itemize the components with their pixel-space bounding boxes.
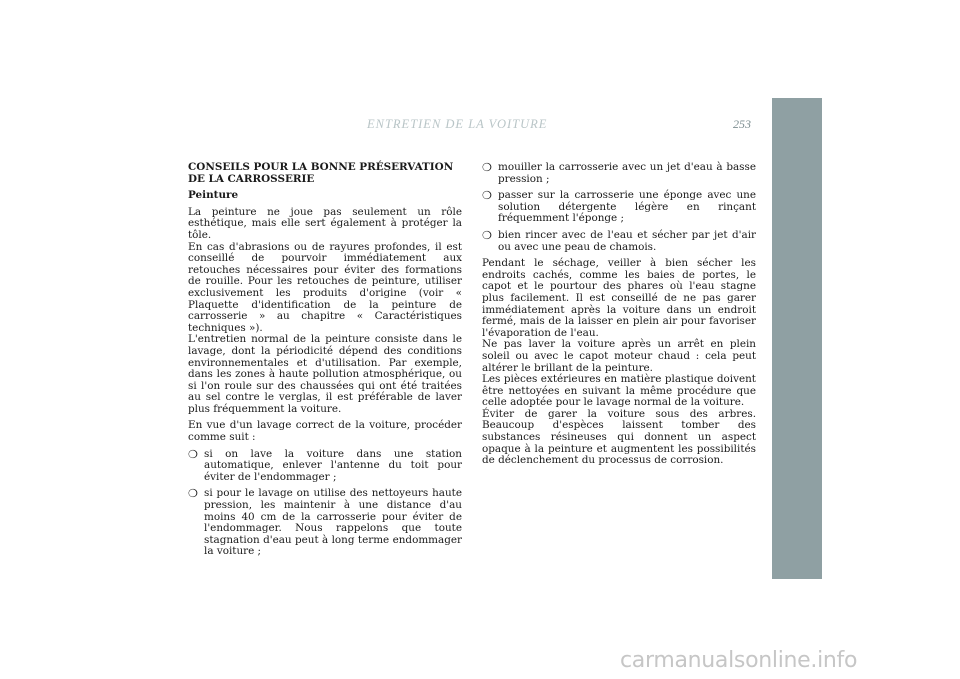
paragraph: En cas d'abrasions ou de rayures profondes, il est conseillé de pourvoir immédiatement aux retouches nécessaires pour éviter des formations de rouille. Pour les retouches de peinture, utiliser exclusivement les produits d'origine (voir « Plaquette d'identification de la peinture de carrosserie » au chapitre « Caractéristiques techniques »). — [188, 240, 462, 334]
bullet-text: si on lave la voiture dans une station automatique, enlever l'antenne du toit pour éviter de l'endommager ; — [204, 447, 462, 483]
bullet-circle-icon: ❍ — [482, 228, 492, 242]
bullet-circle-icon: ❍ — [188, 487, 198, 501]
paragraph: Ne pas laver la voiture après un arrêt en plein soleil ou avec le capot moteur chaud : cela peut altérer le brillant de la peinture. — [482, 338, 756, 374]
watermark-text: carmanualsonline.info — [620, 648, 858, 673]
paragraph: En vue d'un lavage correct de la voiture, procéder comme suit : — [188, 419, 462, 444]
section-heading: CONSEILS POUR LA BONNE PRÉSERVATION DE LA CARROSSERIE — [188, 161, 454, 185]
bullet-item — [482, 190, 756, 225]
running-title: ENTRETIEN DE LA VOITURE — [367, 117, 548, 131]
paragraph: Éviter de garer la voiture sous des arbres. Beaucoup d'espèces laissent tomber des substances résineuses qui donnent un aspect opaque à la peinture et augmentent les possibilités de déclenchement du processus de corrosion. — [482, 407, 756, 467]
bullet-item — [188, 449, 462, 484]
paragraph: Les pièces extérieures en matière plastique doivent être nettoyées en suivant la même procédure que celle adoptée pour le lavage normal de la voiture. — [482, 373, 756, 409]
paragraph: L'entretien normal de la peinture consiste dans le lavage, dont la périodicité dépend des conditions environnementales et d'utilisation. Par exemple, dans les zones à haute pollution atmosphérique, ou si l'on roule sur des chaussées qui ont été traitées au sel contre le verglas, il est préférable de laver plus fréquemment la voiture. — [188, 333, 462, 415]
bullet-circle-icon: ❍ — [188, 447, 198, 461]
bullet-item — [188, 488, 462, 558]
page-number: 253 — [733, 117, 751, 131]
bullet-text: passer sur la carrosserie une éponge avec une solution détergente légère en rinçant fréquemment l'éponge ; — [498, 189, 756, 225]
bullet-text: mouiller la carrosserie avec un jet d'eau à basse pression ; — [498, 161, 756, 185]
bullet-circle-icon: ❍ — [482, 161, 492, 174]
left-column — [188, 162, 462, 558]
bullet-item — [482, 230, 756, 253]
paragraph: Pendant le séchage, veiller à bien sécher les endroits cachés, comme les baies de portes, le capot et le pourtour des phares où l'eau stagne plus facilement. Il est conseillé de ne pas garer immédiatement après la voiture dans un endroit fermé, mais de la laisser en plein air pour favoriser l'évaporation de l'eau. — [482, 257, 756, 339]
bullet-circle-icon: ❍ — [482, 189, 492, 203]
subsection-heading: Peinture — [188, 189, 239, 202]
bullet-text: bien rincer avec de l'eau et sécher par jet d'air ou avec une peau de chamois. — [498, 228, 756, 253]
bullet-item — [482, 162, 756, 185]
right-column — [482, 162, 756, 467]
chapter-side-tab — [772, 98, 822, 579]
paragraph: La peinture ne joue pas seulement un rôle esthétique, mais elle sert également à protéger la tôle. — [188, 205, 462, 241]
bullet-text: si pour le lavage on utilise des nettoyeurs haute pression, les maintenir à une distance d'au moins 40 cm de la carrosserie pour éviter de l'endommager. Nous rappelons que toute stagnation d'eau peut à long terme endommager la voiture ; — [204, 487, 462, 558]
